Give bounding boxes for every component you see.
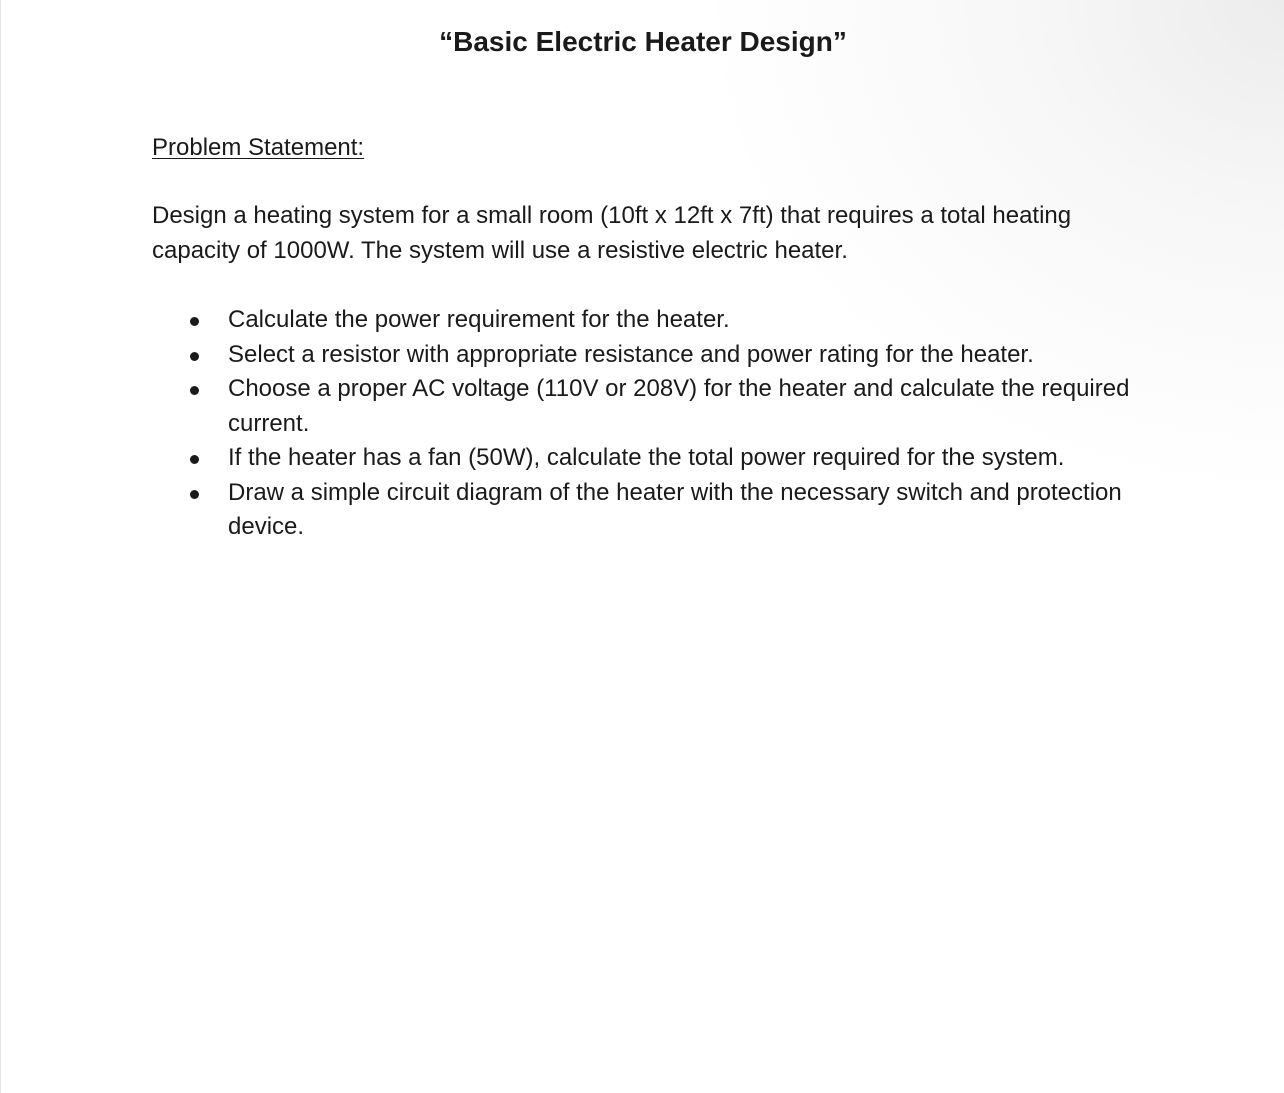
list-item [152, 441, 1142, 476]
bullet-icon [190, 490, 199, 499]
list-item-text: Draw a simple circuit diagram of the heater with the necessary switch and protection device. [228, 478, 1122, 540]
list-item-text: Calculate the power requirement for the heater. [228, 306, 730, 333]
list-item [152, 338, 1142, 373]
problem-description: Design a heating system for a small room (10ft x 12ft x 7ft) that requires a total heating capacity of 1000W. The system will use a resistive electric heater. [152, 202, 1072, 264]
list-item-text: If the heater has a fan (50W), calculate the total power required for the system. [228, 444, 1065, 471]
list-item [152, 476, 1142, 545]
section-heading-problem-statement: Problem Statement: [152, 134, 365, 161]
bullet-icon [190, 352, 199, 361]
bullet-icon [190, 386, 199, 395]
list-item-text: Choose a proper AC voltage (110V or 208V) for the heater and calculate the required current. [228, 375, 1130, 437]
document-title: “Basic Electric Heater Design” [439, 26, 847, 57]
list-item [152, 372, 1142, 441]
bullet-icon [190, 455, 199, 464]
task-list [152, 303, 1142, 545]
list-item-text: Select a resistor with appropriate resistance and power rating for the heater. [228, 340, 1034, 368]
bullet-icon [190, 317, 199, 326]
list-item [152, 303, 1142, 338]
